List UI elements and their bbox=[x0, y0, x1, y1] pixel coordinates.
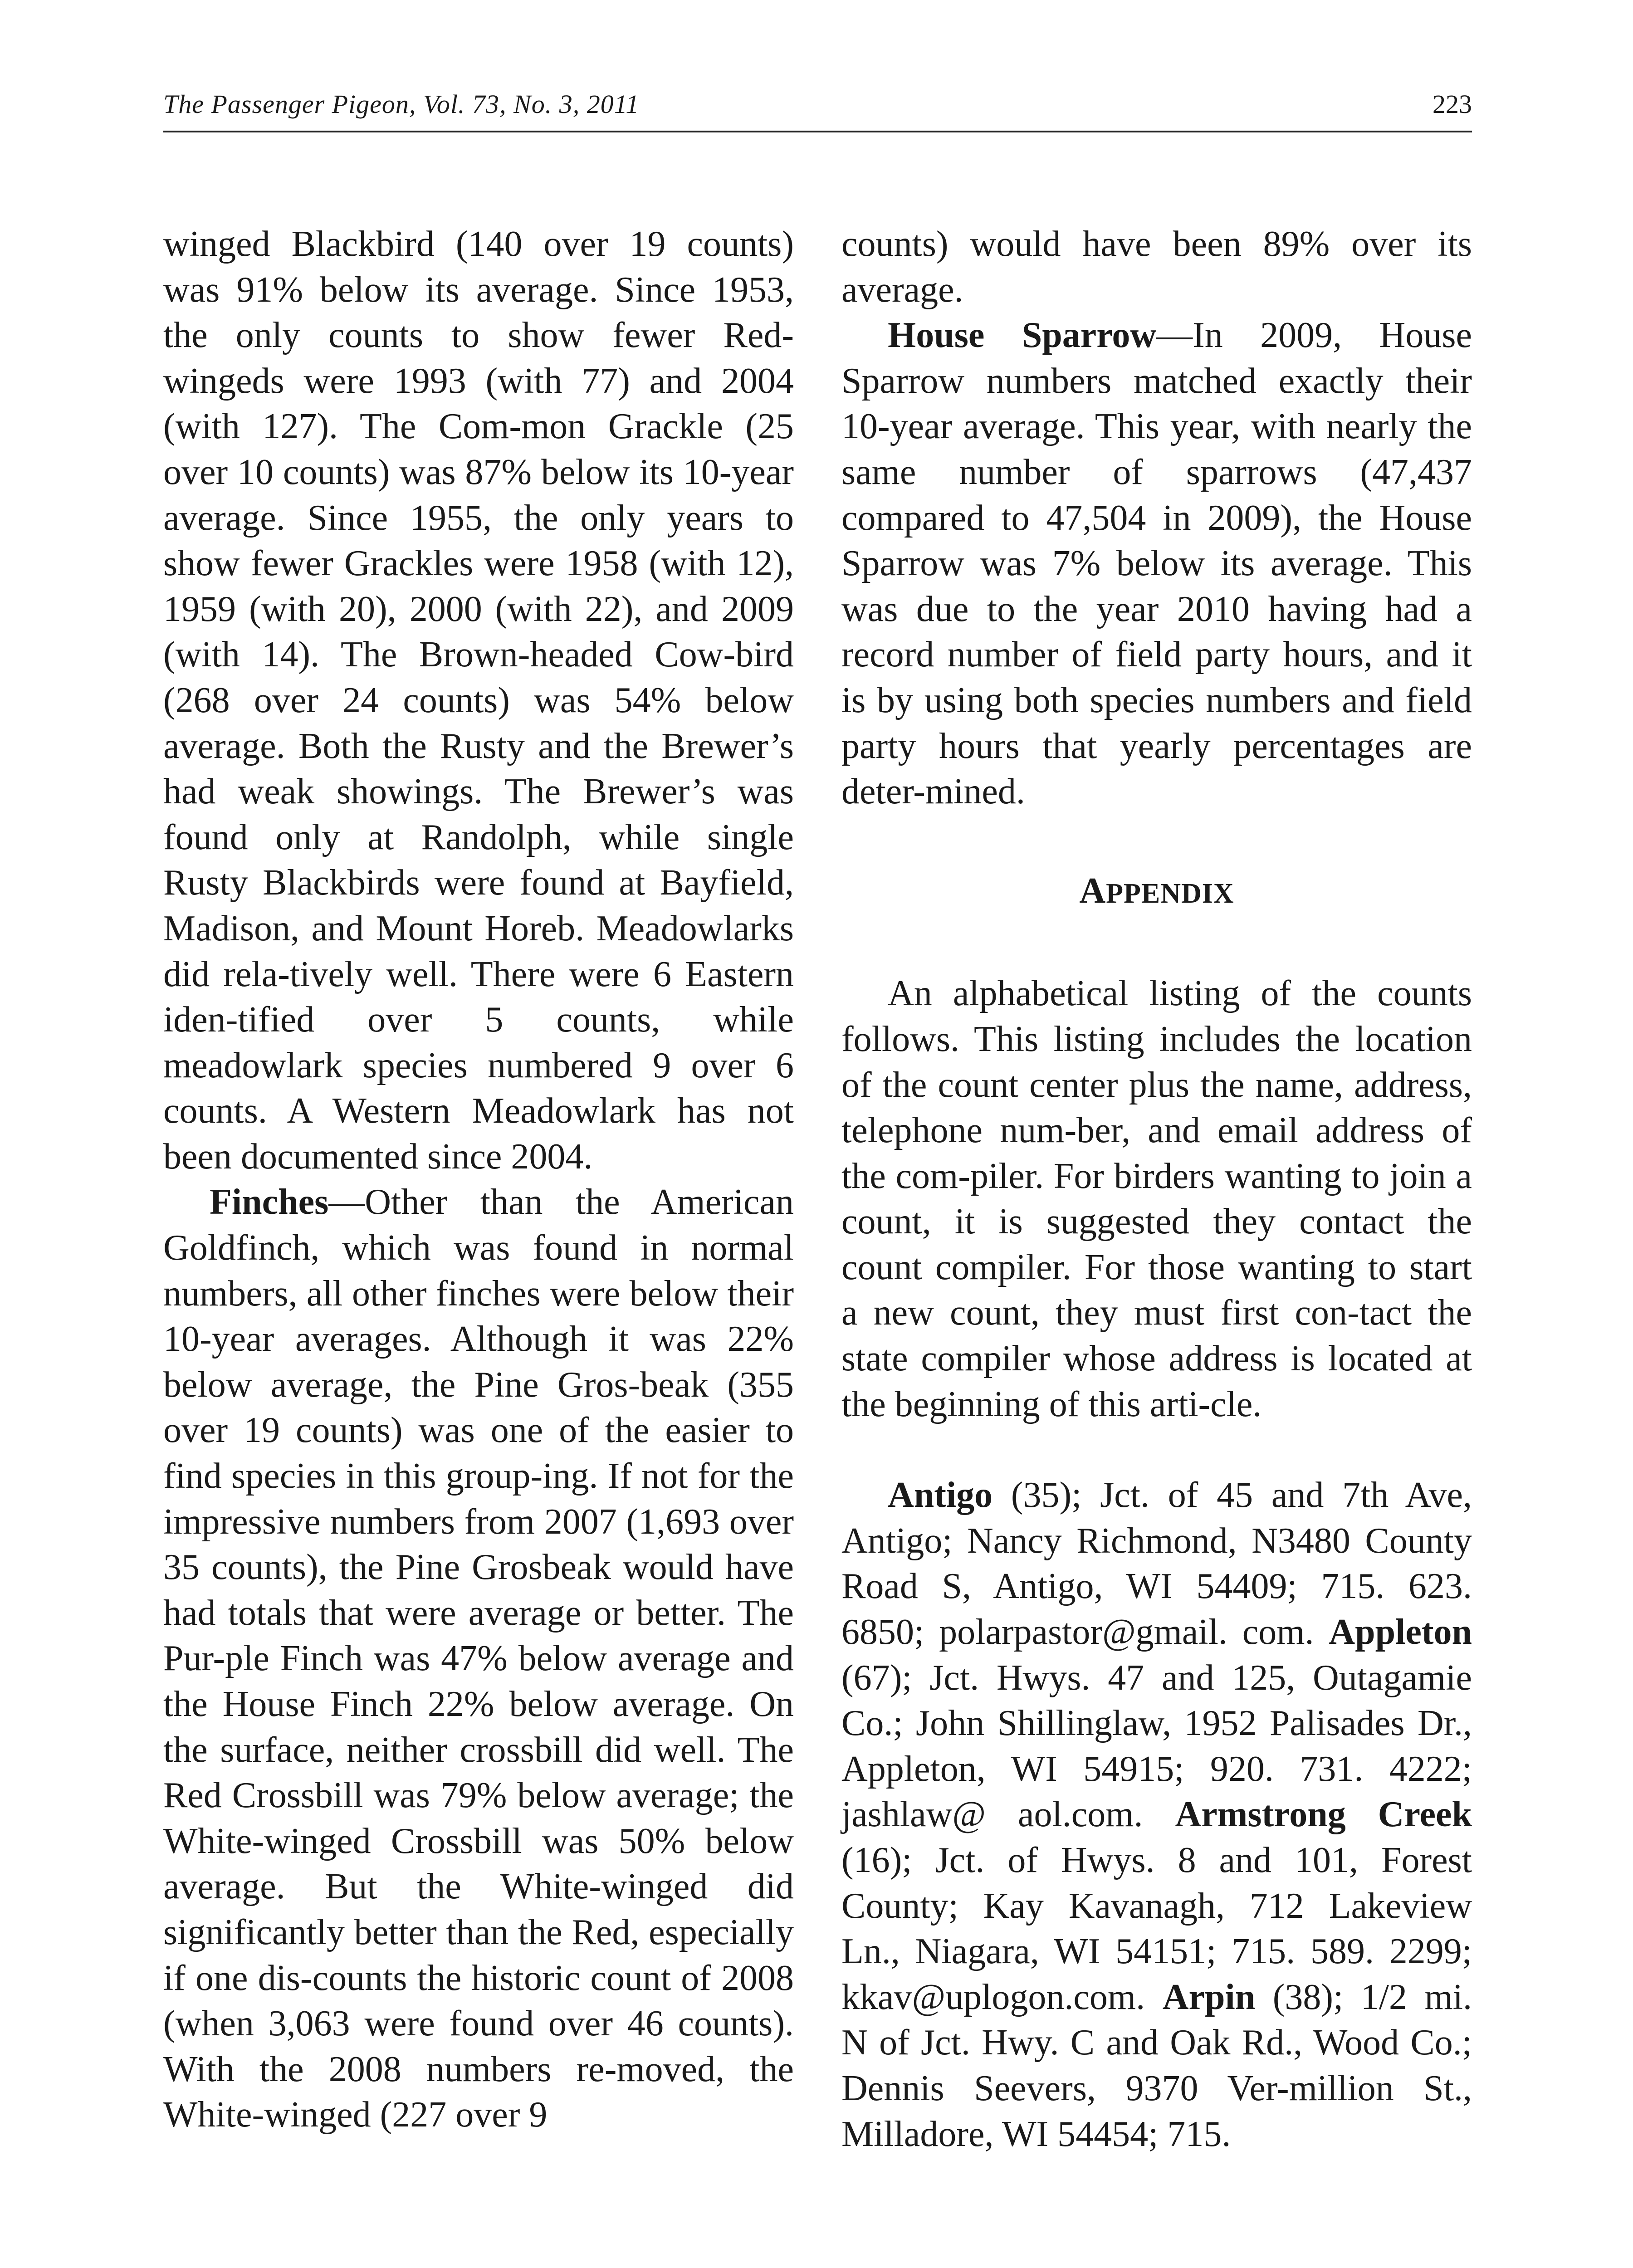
listing-details-arpin: (38); 1/2 mi. N of Jct. Hwy. C and Oak Rd., Wood Co.; Dennis Seevers, 9370 Ver-million St., Milladore, WI 54454; 715. bbox=[841, 1977, 1472, 2154]
appendix-heading bbox=[841, 868, 1472, 917]
appendix-first-letter: A bbox=[1079, 870, 1106, 911]
house-sparrow-heading: House Sparrow bbox=[888, 315, 1157, 356]
house-sparrow-text: —In 2009, House Sparrow numbers matched exactly their 10-year average. This year, with nearly the same number of sparrows (47,437 compared to 47,504 in 2009), the House Sparrow was 7% below its average. This was due to the year 2010 having had a record number of field party hours, and it is by using both species numbers and field party hours that yearly percentages are deter-mined. bbox=[841, 315, 1472, 812]
listing-details-appleton: (67); Jct. Hwys. 47 and 125, Outagamie Co.; John Shillinglaw, 1952 Palisades Dr., Appleton, WI 54915; 920. 731. 4222; jashlaw@ aol.com. bbox=[841, 1657, 1472, 1835]
continued-paragraph: counts) would have been 89% over its average. bbox=[841, 224, 1472, 310]
appendix-rest: PPENDIX bbox=[1106, 878, 1234, 909]
count-listings-paragraph bbox=[841, 1472, 1472, 2157]
journal-citation: The Passenger Pigeon, Vol. 73, No. 3, 2011 bbox=[163, 89, 640, 119]
left-column bbox=[163, 221, 794, 2138]
running-head bbox=[163, 81, 1472, 132]
listing-name-antigo: Antigo bbox=[888, 1475, 993, 1515]
right-column bbox=[841, 221, 1472, 2157]
listing-name-arpin: Arpin bbox=[1162, 1977, 1256, 2017]
finches-heading: Finches bbox=[210, 1182, 329, 1222]
listing-name-appleton: Appleton bbox=[1329, 1612, 1472, 1652]
listing-name-armstrong-creek: Armstrong Creek bbox=[1175, 1794, 1472, 1835]
listing-details-armstrong-creek: (16); Jct. of Hwys. 8 and 101, Forest County; Kay Kavanagh, 712 Lakeview Ln., Niagara, WI 54151; 715. 589. 2299; kkav@uplogon.com. bbox=[841, 1840, 1472, 2017]
appendix-intro-paragraph: An alphabetical listing of the counts follows. This listing includes the location of the count center plus the name, address, telephone num-ber, and email address of the com-piler. For birders wanting to join a count, it is suggested they contact the count compiler. For those wanting to start a new count, they must first con-tact the state compiler whose address is located at the beginning of this arti-cle. bbox=[841, 973, 1472, 1424]
listing-details-antigo: (35); Jct. of 45 and 7th Ave, Antigo; Nancy Richmond, N3480 County Road S, Antigo, WI 54409; 715. 623. 6850; polarpastor@gmail. com. bbox=[841, 1475, 1472, 1652]
blackbird-paragraph: winged Blackbird (140 over 19 counts) was 91% below its average. Since 1953, the only counts to show fewer Red-wingeds were 1993 (with 77) and 2004 (with 127). The Com-mon Grackle (25 over 10 counts) was 87% below its 10-year average. Since 1955, the only years to show fewer Grackles were 1958 (with 12), 1959 (with 20), 2000 (with 22), and 2009 (with 14). The Brown-headed Cow-bird (268 over 24 counts) was 54% below average. Both the Rusty and the Brewer’s had weak showings. The Brewer’s was found only at Randolph, while single Rusty Blackbirds were found at Bayfield, Madison, and Mount Horeb. Meadowlarks did rela-tively well. There were 6 Eastern iden-tified over 5 counts, while meadowlark species numbered 9 over 6 counts. A Western Meadowlark has not been documented since 2004. bbox=[163, 224, 794, 1177]
house-sparrow-paragraph bbox=[841, 313, 1472, 815]
finches-paragraph bbox=[163, 1179, 794, 2137]
finches-text: —Other than the American Goldfinch, which was found in normal numbers, all other finches were below their 10-year averages. Although it was 22% below average, the Pine Gros-beak (355 over 19 counts) was one of the easier to find species in this group-ing. If not for the impressive numbers from 2007 (1,693 over 35 counts), the Pine Grosbeak would have had totals that were average or better. The Pur-ple Finch was 47% below average and the House Finch 22% below average. On the surface, neither crossbill did well. The Red Crossbill was 79% below average; the White-winged Crossbill was 50% below average. But the White-winged did significantly better than the Red, especially if one dis-counts the historic count of 2008 (when 3,063 were found over 46 counts). With the 2008 numbers re-moved, the White-winged (227 over 9 bbox=[163, 1182, 794, 2135]
page-number: 223 bbox=[1433, 89, 1472, 119]
